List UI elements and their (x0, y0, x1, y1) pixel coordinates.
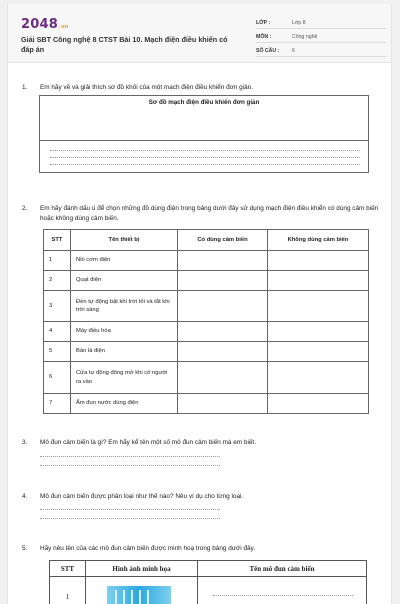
device-name: Nồi cơm điện (71, 251, 178, 271)
answer-line[interactable] (40, 518, 220, 519)
checkbox-cell-no-sensor[interactable] (268, 322, 369, 342)
checkbox-cell-no-sensor[interactable] (268, 291, 369, 322)
answer-line[interactable] (40, 456, 220, 457)
meta-label: LỚP : (256, 20, 270, 26)
column-header: Hình ảnh minh họa (86, 561, 198, 577)
table-row (44, 342, 369, 362)
site-logo[interactable] (21, 17, 68, 32)
question-text: Mô đun cảm biến là gì? Em hãy kể tên một số mô đun cảm biến mà em biết. (40, 438, 390, 448)
table-row (44, 394, 369, 414)
device-name: Cửa tự động đóng mở khi có người ra vào (71, 362, 178, 394)
checkbox-cell-no-sensor[interactable] (268, 342, 369, 362)
question-text: Em hãy vẽ và giải thích sơ đồ khối của một mạch điện điều khiển đơn giản. (40, 83, 390, 93)
meta-subject (256, 31, 386, 43)
meta-value: Công nghệ (292, 34, 317, 40)
table-row (44, 322, 369, 342)
document-title: Giải SBT Công nghệ 8 CTST Bài 10. Mạch điện điều khiển có đáp án (21, 35, 241, 54)
worksheet-header (8, 4, 392, 63)
checkbox-cell-sensor[interactable] (178, 271, 268, 291)
table-header-row (50, 561, 367, 577)
checkbox-cell-sensor[interactable] (178, 322, 268, 342)
checkbox-cell-no-sensor[interactable] (268, 271, 369, 291)
column-header: Không dùng cảm biến (268, 230, 369, 251)
device-name: Máy điều hòa (71, 322, 178, 342)
checkbox-cell-sensor[interactable] (178, 291, 268, 322)
meta-label: MÔN : (256, 34, 271, 40)
meta-value: 6 (292, 48, 295, 54)
divider (40, 140, 368, 141)
row-number: 3 (44, 291, 71, 322)
device-name: Ấm đun nước dùng điện (71, 394, 178, 414)
sensor-usage-table (43, 229, 369, 414)
diagram-answer-box (39, 95, 369, 173)
device-name: Quạt điện (71, 271, 178, 291)
question-number: 3. (22, 438, 42, 448)
device-name: Đèn tự động bật khi trời tối và tắt khi trời sáng (71, 291, 178, 322)
worksheet-page (7, 4, 392, 604)
checkbox-cell-no-sensor[interactable] (268, 394, 369, 414)
row-number: 1 (44, 251, 71, 271)
question-text: Mô đun cảm biến được phân loại như thế nào? Nêu ví dụ cho từng loại. (40, 492, 390, 502)
device-name: Bàn là điện (71, 342, 178, 362)
table-row (44, 362, 369, 394)
sensor-module-image (107, 586, 171, 604)
table-row (44, 251, 369, 271)
checkbox-cell-sensor[interactable] (178, 394, 268, 414)
question-text: Em hãy đánh dấu ü để chọn những đồ dùng điện trong bảng dưới đây sử dụng mạch điện điều khiển có dùng cảm biến hoặc không dùng cảm biến. (40, 204, 390, 224)
table-row (44, 291, 369, 322)
column-header: Tên mô đun cảm biến (198, 561, 367, 577)
meta-value: Lớp 8 (292, 20, 306, 26)
table-header-row (44, 230, 369, 251)
diagram-box-title: Sơ đồ mạch điện điều khiển đơn giản (40, 96, 368, 110)
row-number: 2 (44, 271, 71, 291)
answer-line[interactable] (50, 150, 360, 151)
column-header: STT (50, 561, 86, 577)
question-text: Hãy nêu tên của các mô đun cảm biến được minh hoạ trong bảng dưới đây. (40, 544, 390, 554)
checkbox-cell-sensor[interactable] (178, 251, 268, 271)
column-header: Có dùng cảm biến (178, 230, 268, 251)
checkbox-cell-sensor[interactable] (178, 362, 268, 394)
sensor-module-table (49, 560, 367, 604)
row-number: 1 (50, 577, 86, 604)
meta-grade (256, 17, 386, 29)
answer-line[interactable] (213, 595, 353, 596)
question-number: 5. (22, 544, 42, 554)
column-header: Tên thiết bị (71, 230, 178, 251)
answer-line[interactable] (40, 465, 220, 466)
answer-line[interactable] (50, 157, 360, 158)
question-number: 4. (22, 492, 42, 502)
answer-line[interactable] (50, 164, 360, 165)
column-header: STT (44, 230, 71, 251)
row-number: 4 (44, 322, 71, 342)
row-number: 5 (44, 342, 71, 362)
question-number: 2. (22, 204, 42, 214)
checkbox-cell-no-sensor[interactable] (268, 362, 369, 394)
meta-label: SỐ CÂU : (256, 48, 279, 54)
checkbox-cell-sensor[interactable] (178, 342, 268, 362)
logo-suffix: .vn (59, 24, 68, 30)
meta-question-count (256, 45, 386, 57)
logo-text: 2048 (21, 17, 58, 32)
answer-line[interactable] (40, 509, 220, 510)
row-number: 7 (44, 394, 71, 414)
checkbox-cell-no-sensor[interactable] (268, 251, 369, 271)
table-row (44, 271, 369, 291)
row-number: 6 (44, 362, 71, 394)
question-number: 1. (22, 83, 42, 93)
